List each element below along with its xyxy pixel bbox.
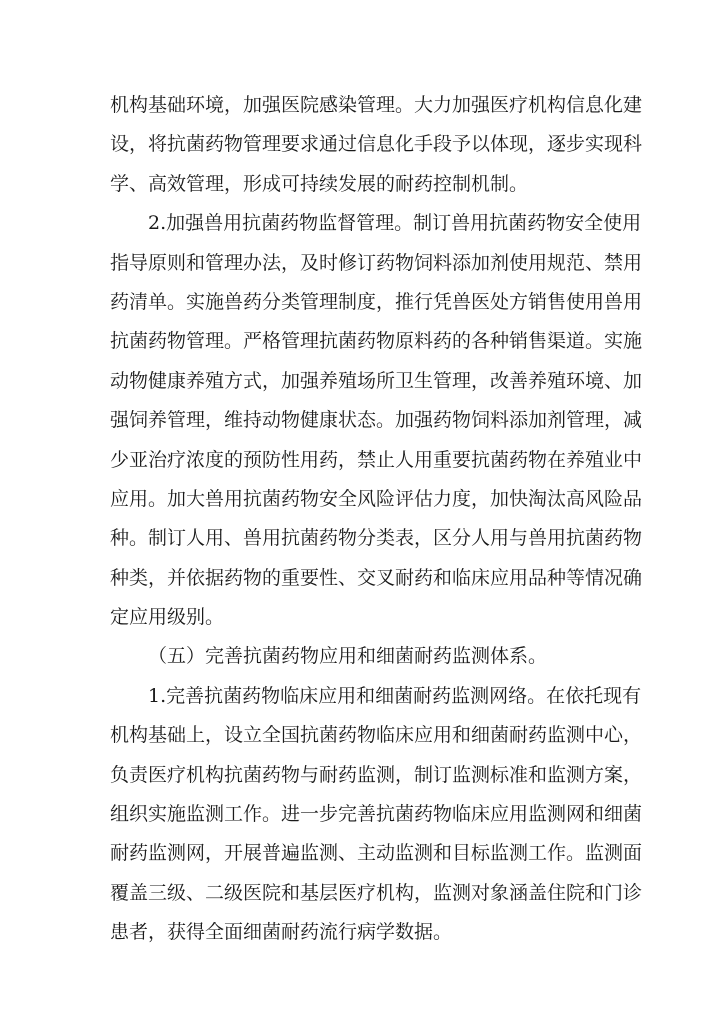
text-line: 定应用级别。	[110, 606, 225, 629]
text-line: 设，将抗菌药物管理要求通过信息化手段予以体现，逐步实现科	[110, 133, 643, 156]
text-line: 组织实施监测工作。进一步完善抗菌药物临床应用监测网和细菌	[110, 803, 643, 826]
text-line: 患者，获得全面细菌耐药流行病学数据。	[110, 921, 453, 944]
section-heading: （五）完善抗菌药物应用和细菌耐药监测体系。	[148, 645, 548, 668]
text-line: 种。制订人用、兽用抗菌药物分类表，区分人用与兽用抗菌药物	[110, 527, 643, 550]
text-line: 耐药监测网，开展普遍监测、主动监测和目标监测工作。监测面	[110, 842, 643, 865]
text-line: 学、高效管理，形成可持续发展的耐药控制机制。	[110, 172, 529, 195]
text-line: 强饲养管理，维持动物健康状态。加强药物饲料添加剂管理，减	[110, 409, 643, 432]
text-line: 覆盖三级、二级医院和基层医疗机构，监测对象涵盖住院和门诊	[110, 881, 643, 904]
text-line: 机构基础环境，加强医院感染管理。大力加强医疗机构信息化建	[110, 94, 643, 116]
text-line: 指导原则和管理办法，及时修订药物饲料添加剂使用规范、禁用	[110, 251, 643, 274]
text-line: 药清单。实施兽药分类管理制度，推行凭兽医处方销售使用兽用	[110, 290, 643, 313]
text-line: 1.完善抗菌药物临床应用和细菌耐药监测网络。在依托现有	[148, 684, 642, 707]
text-line: 少亚治疗浓度的预防性用药，禁止人用重要抗菌药物在养殖业中	[110, 448, 643, 471]
body-text	[110, 86, 643, 953]
text-line: 应用。加大兽用抗菌药物安全风险评估力度，加快淘汰高风险品	[110, 487, 643, 510]
text-line: 2.加强兽用抗菌药物监督管理。制订兽用抗菌药物安全使用	[148, 212, 642, 235]
text-line: 负责医疗机构抗菌药物与耐药监测，制订监测标准和监测方案，	[110, 763, 643, 786]
text-line: 机构基础上，设立全国抗菌药物临床应用和细菌耐药监测中心，	[110, 724, 643, 747]
text-line: 种类，并依据药物的重要性、交叉耐药和临床应用品种等情况确	[110, 566, 643, 589]
text-line: 动物健康养殖方式，加强养殖场所卫生管理，改善养殖环境、加	[110, 369, 643, 392]
text-line: 抗菌药物管理。严格管理抗菌药物原料药的各种销售渠道。实施	[110, 330, 643, 353]
